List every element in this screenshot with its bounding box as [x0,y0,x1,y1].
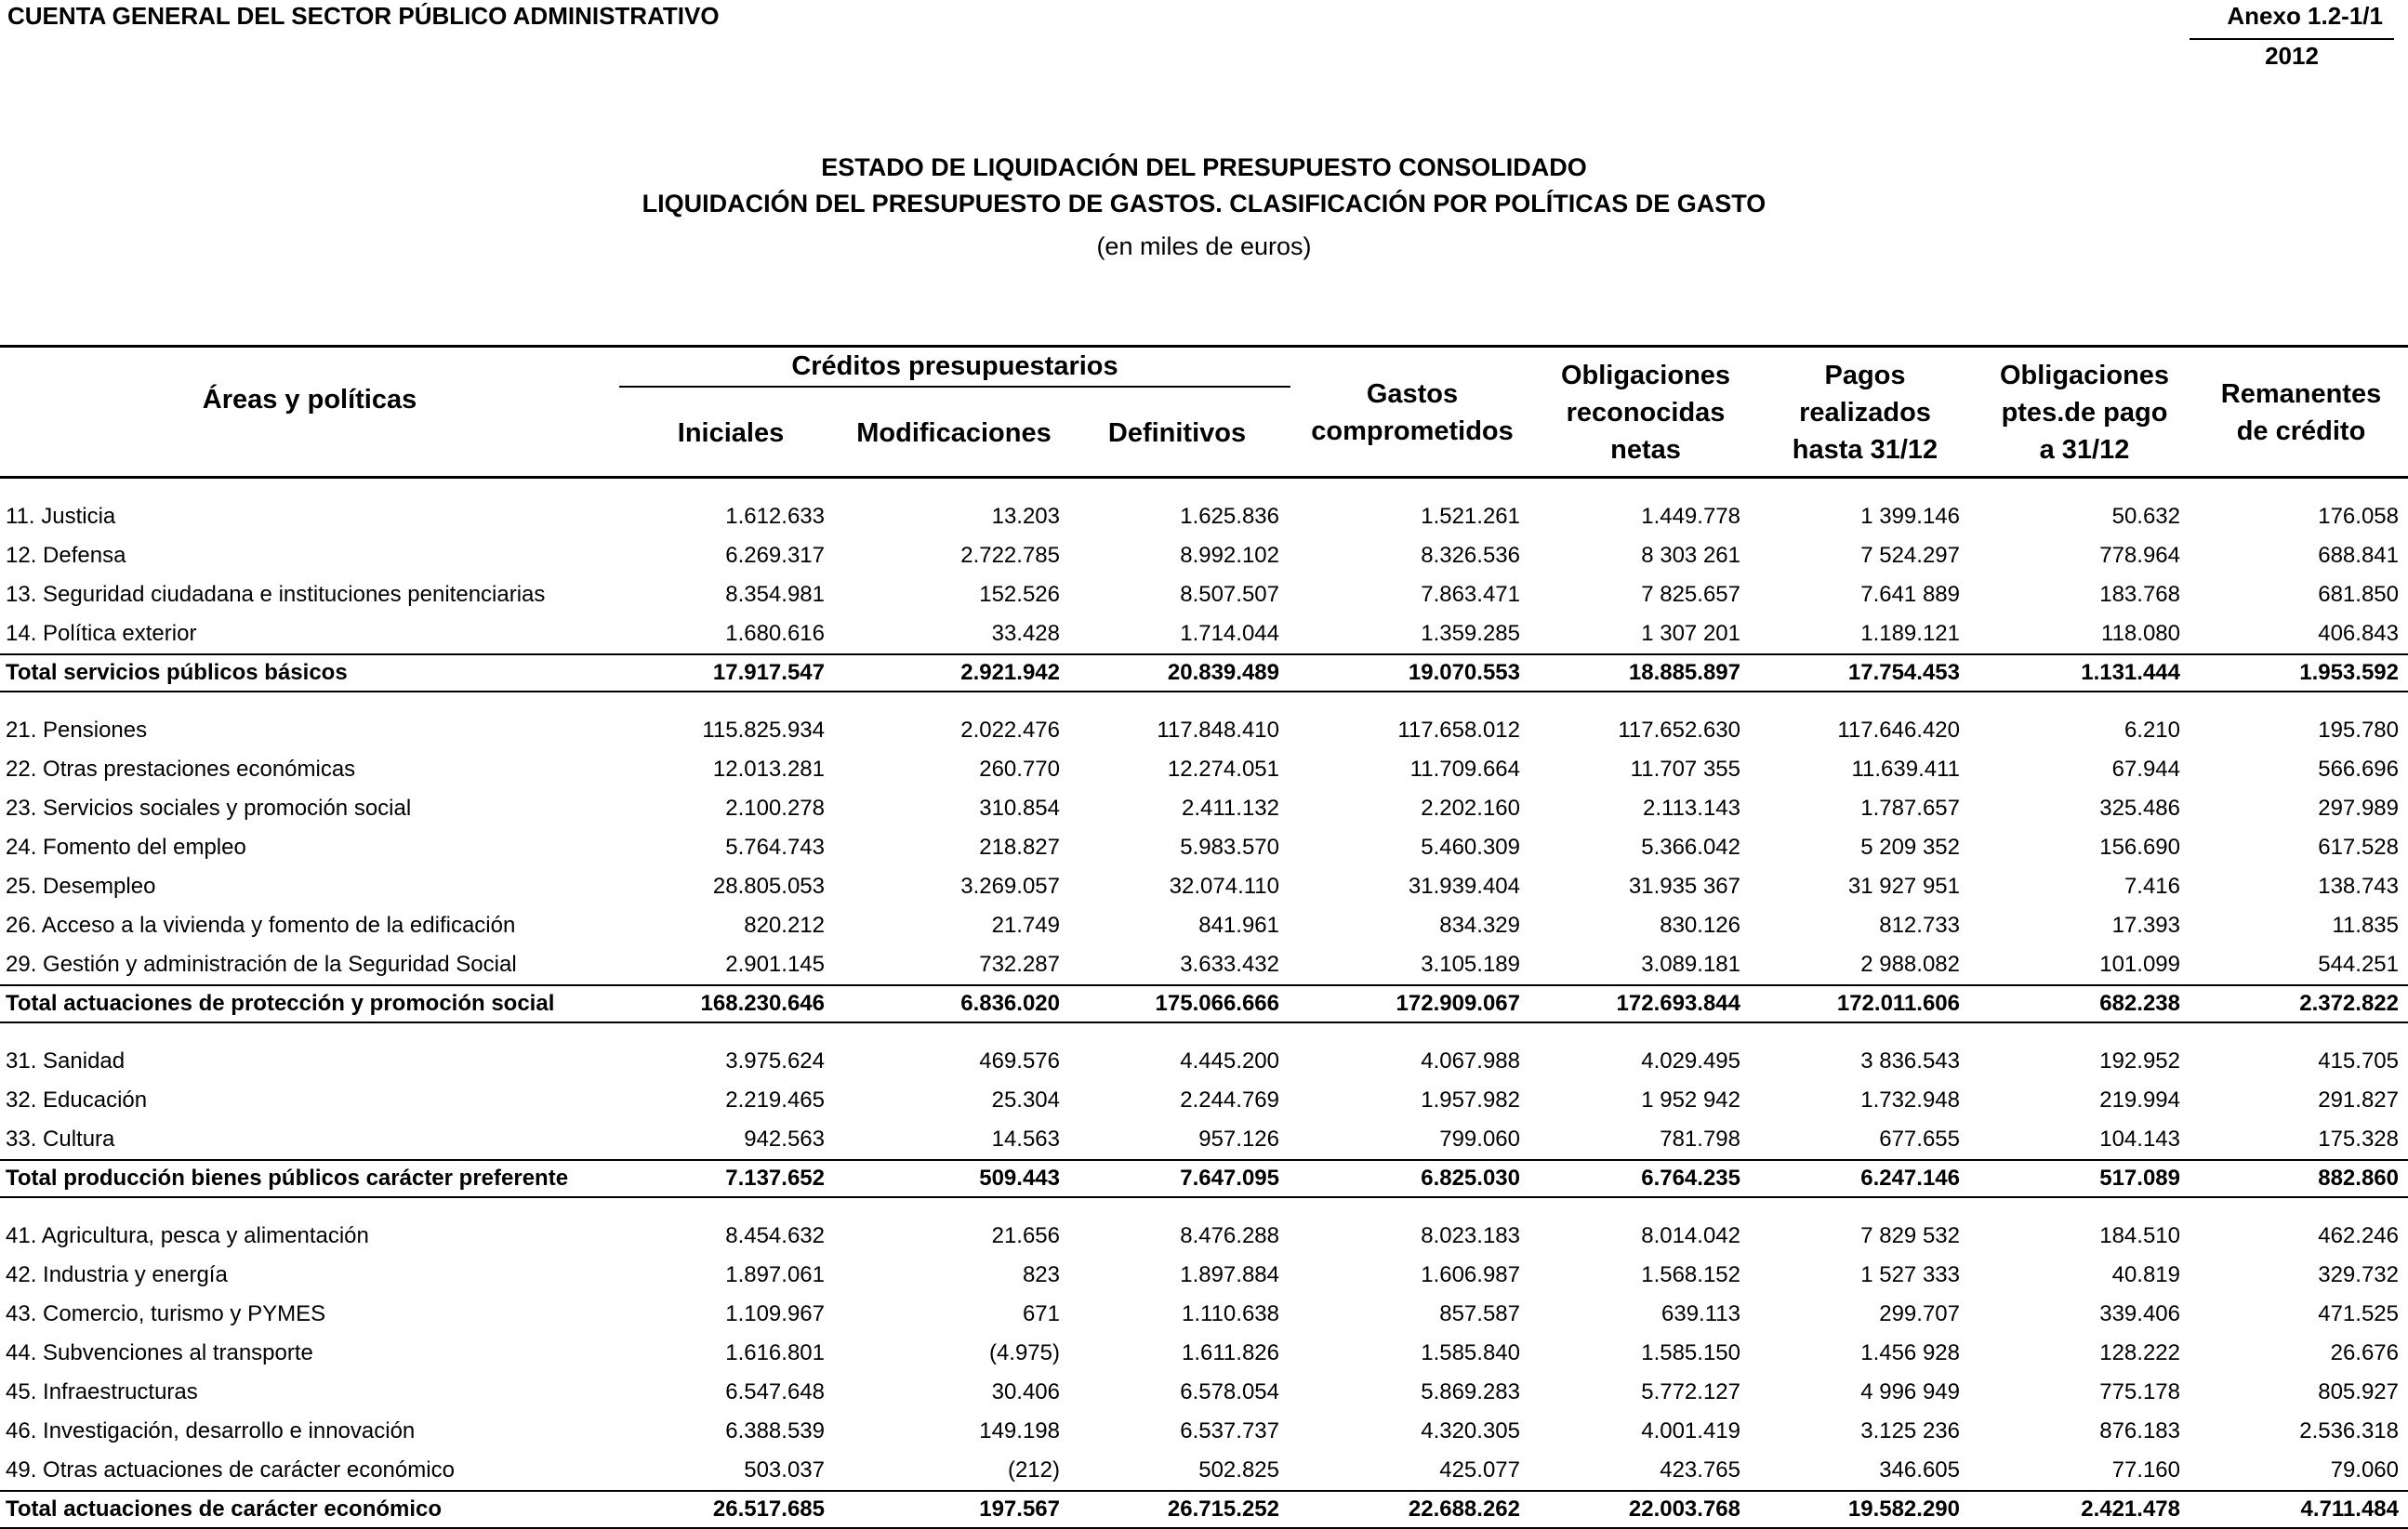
cell-remanentes: 138.743 [2318,874,2399,899]
cell-pagos: 346.605 [1879,1457,1960,1483]
cell-remanentes: 297.989 [2318,796,2399,821]
cell-obligaciones: 18.885.897 [1628,660,1740,685]
cell-pagos: 31 927 951 [1847,874,1960,899]
cell-remanentes: 406.843 [2318,621,2399,646]
total-label: Total actuaciones de protección y promoción social [6,991,555,1016]
cell-pendientes: 128.222 [2099,1340,2180,1365]
cell-iniciales: 1.109.967 [725,1301,825,1326]
cell-obligaciones: 22.003.768 [1628,1496,1740,1522]
cell-obligaciones: 423.765 [1660,1457,1740,1483]
header-definitivos: Definitivos [1107,418,1247,448]
cell-gastos: 22.688.262 [1408,1496,1520,1522]
cell-gastos: 8.326.536 [1421,543,1520,568]
cell-pendientes: 1.131.444 [2081,660,2180,685]
cell-modificaciones: 30.406 [991,1379,1060,1404]
cell-pagos: 117.646.420 [1837,718,1960,743]
table-row [0,1081,2408,1120]
header-gastos [1289,376,1536,450]
cell-iniciales: 26.517.685 [712,1496,825,1522]
cell-definitivos: 841.961 [1198,913,1279,938]
cell-pendientes: 17.393 [2111,913,2180,938]
report-title: ESTADO DE LIQUIDACIÓN DEL PRESUPUESTO CONSOLIDADO [821,153,1587,181]
cell-modificaciones: (4.975) [988,1340,1060,1365]
cell-iniciales: 1.897.061 [725,1262,825,1287]
cell-remanentes: 544.251 [2318,952,2399,977]
cell-modificaciones: (212) [1007,1457,1060,1483]
cell-pendientes: 77.160 [2111,1457,2180,1483]
cell-gastos: 172.909.067 [1396,991,1520,1016]
cell-pendientes: 778.964 [2099,543,2180,568]
cell-obligaciones: 5.772.127 [1641,1379,1740,1404]
cell-iniciales: 28.805.053 [712,874,825,899]
cell-modificaciones: 25.304 [991,1087,1060,1113]
cell-gastos: 11.709.664 [1409,757,1520,782]
cell-definitivos: 4.445.200 [1180,1048,1279,1074]
cell-pagos: 677.655 [1879,1127,1960,1152]
cell-obligaciones: 3.089.181 [1641,952,1740,977]
cell-gastos: 5.460.309 [1421,835,1520,860]
cell-pendientes: 101.099 [2099,952,2180,977]
table-row [0,867,2408,906]
cell-iniciales: 1.616.801 [725,1340,825,1365]
cell-gastos: 4.320.305 [1421,1418,1520,1443]
cell-pagos: 2 988.082 [1860,952,1960,977]
cell-iniciales: 820.212 [744,913,825,938]
header-pendientes-line2: ptes.de pago [2001,398,2168,428]
cell-pagos: 4 996 949 [1860,1379,1960,1404]
cell-pagos: 19.582.290 [1847,1496,1960,1522]
cell-remanentes: 617.528 [2318,835,2399,860]
cell-definitivos: 20.839.489 [1167,660,1279,685]
cell-definitivos: 1.625.836 [1180,504,1279,529]
cell-gastos: 6.825.030 [1421,1166,1520,1191]
row-label: 11. Justicia [6,504,116,529]
cell-modificaciones: 3.269.057 [960,874,1060,899]
row-label: 43. Comercio, turismo y PYMES [6,1301,326,1326]
cell-pendientes: 325.486 [2099,796,2180,821]
cell-modificaciones: 33.428 [991,621,1060,646]
cell-obligaciones: 781.798 [1660,1127,1740,1152]
row-label: 33. Cultura [6,1127,115,1152]
cell-obligaciones: 7 825.657 [1641,582,1740,607]
cell-remanentes: 471.525 [2318,1301,2399,1326]
cell-definitivos: 1.611.826 [1182,1340,1279,1365]
header-pagos-line2: realizados [1799,398,1931,428]
table-row [0,750,2408,789]
cell-pendientes: 118.080 [2101,621,2180,646]
table-row [0,1451,2408,1490]
cell-modificaciones: 218.827 [979,835,1060,860]
cell-pendientes: 339.406 [2099,1301,2180,1326]
table-row [0,1334,2408,1373]
cell-pendientes: 6.210 [2124,718,2180,743]
cell-iniciales: 2.100.278 [725,796,825,821]
cell-gastos: 2.202.160 [1421,796,1520,821]
table-row [0,1217,2408,1256]
cell-pendientes: 876.183 [2099,1418,2180,1443]
cell-pagos: 17.754.453 [1847,660,1960,685]
cell-remanentes: 882.860 [2318,1166,2399,1191]
cell-remanentes: 2.372.822 [2299,991,2399,1016]
cell-definitivos: 1.897.884 [1180,1262,1279,1287]
total-row [0,1490,2408,1529]
cell-pendientes: 156.690 [2099,835,2180,860]
cell-pagos: 5 209 352 [1860,835,1960,860]
table-row [0,1412,2408,1451]
cell-definitivos: 1.714.044 [1180,621,1279,646]
cell-remanentes: 688.841 [2318,543,2399,568]
cell-remanentes: 1.953.592 [2299,660,2399,685]
cell-modificaciones: 6.836.020 [960,991,1060,1016]
cell-pagos: 172.011.606 [1836,991,1960,1016]
row-label: 42. Industria y energía [6,1262,228,1287]
cell-pendientes: 2.421.478 [2081,1496,2180,1522]
budget-table [0,345,2408,1529]
cell-definitivos: 175.066.666 [1155,991,1279,1016]
cell-remanentes: 2.536.318 [2299,1418,2399,1443]
cell-pagos: 7 829 532 [1860,1223,1960,1248]
cell-modificaciones: 509.443 [979,1166,1060,1191]
cell-iniciales: 12.013.281 [712,757,825,782]
cell-iniciales: 8.354.981 [725,582,825,607]
header-gastos-line2: comprometidos [1311,416,1514,446]
cell-modificaciones: 469.576 [979,1048,1060,1074]
header-pendientes [1975,357,2194,468]
table-row [0,536,2408,575]
cell-obligaciones: 639.113 [1661,1301,1740,1326]
cell-modificaciones: 2.722.785 [960,543,1060,568]
cell-iniciales: 2.219.465 [725,1087,825,1113]
cell-iniciales: 942.563 [744,1127,825,1152]
report-year: 2012 [2265,42,2319,70]
table-row [0,1120,2408,1159]
cell-remanentes: 805.927 [2318,1379,2399,1404]
cell-remanentes: 195.780 [2318,718,2399,743]
cell-definitivos: 6.537.737 [1180,1418,1279,1443]
cell-iniciales: 115.825.934 [702,718,825,743]
header-modificaciones: Modificaciones [856,418,1052,448]
cell-iniciales: 6.388.539 [725,1418,825,1443]
cell-definitivos: 6.578.054 [1180,1379,1279,1404]
cell-iniciales: 2.901.145 [725,952,825,977]
cell-obligaciones: 31.935 367 [1628,874,1740,899]
cell-remanentes: 4.711.484 [2300,1496,2399,1522]
cell-gastos: 5.869.283 [1421,1379,1520,1404]
cell-pagos: 3 836.543 [1860,1048,1960,1074]
cell-obligaciones: 11.707 355 [1630,757,1740,782]
cell-pagos: 1.456 928 [1860,1340,1960,1365]
row-label: 25. Desempleo [6,874,156,899]
table-header [0,348,2408,479]
header-obligaciones-line2: reconocidas [1566,398,1726,428]
cell-modificaciones: 260.770 [979,757,1060,782]
header-pendientes-line3: a 31/12 [2039,435,2130,465]
report-header-title: CUENTA GENERAL DEL SECTOR PÚBLICO ADMINISTRATIVO [7,2,720,30]
row-label: 13. Seguridad ciudadana e instituciones penitenciarias [6,582,546,607]
cell-pagos: 1.787.657 [1860,796,1960,821]
cell-iniciales: 6.547.648 [725,1379,825,1404]
cell-gastos: 8.023.183 [1421,1223,1520,1248]
cell-obligaciones: 1.585.150 [1641,1340,1740,1365]
cell-modificaciones: 197.567 [979,1496,1060,1522]
annex-label: Anexo 1.2-1/1 [2227,2,2383,30]
cell-gastos: 19.070.553 [1408,660,1520,685]
row-label: 26. Acceso a la vivienda y fomento de la edificación [6,913,516,938]
header-areas: Áreas y políticas [202,385,417,415]
cell-obligaciones: 172.693.844 [1616,991,1740,1016]
cell-pendientes: 50.632 [2111,504,2180,529]
row-label: 22. Otras prestaciones económicas [6,757,356,782]
cell-definitivos: 117.848.410 [1157,718,1279,743]
cell-obligaciones: 1 307 201 [1641,621,1740,646]
cell-modificaciones: 21.656 [991,1223,1060,1248]
cell-remanentes: 329.732 [2318,1262,2399,1287]
cell-definitivos: 2.244.769 [1180,1087,1279,1113]
header-gastos-line1: Gastos [1366,379,1459,409]
header-pagos-line3: hasta 31/12 [1792,435,1938,465]
cell-obligaciones: 830.126 [1660,913,1740,938]
table-row [0,789,2408,828]
cell-obligaciones: 1.568.152 [1641,1262,1740,1287]
header-pagos-line1: Pagos [1824,361,1906,390]
cell-remanentes: 566.696 [2318,757,2399,782]
cell-remanentes: 11.835 [2332,913,2399,938]
header-obligaciones-line3: netas [1610,435,1681,465]
table-row [0,1295,2408,1334]
header-obligaciones-line1: Obligaciones [1560,361,1731,390]
cell-gastos: 1.521.261 [1421,504,1520,529]
cell-gastos: 31.939.404 [1408,874,1520,899]
cell-pendientes: 517.089 [2099,1166,2180,1191]
cell-pendientes: 67.944 [2111,757,2180,782]
row-label: 44. Subvenciones al transporte [6,1340,313,1365]
cell-pagos: 1.732.948 [1860,1087,1960,1113]
cell-obligaciones: 8.014.042 [1641,1223,1740,1248]
total-row [0,1159,2408,1198]
cell-gastos: 834.329 [1439,913,1520,938]
cell-definitivos: 12.274.051 [1167,757,1279,782]
cell-pendientes: 775.178 [2099,1379,2180,1404]
total-label: Total servicios públicos básicos [6,660,348,685]
cell-obligaciones: 117.652.630 [1618,718,1740,743]
table-row [0,1256,2408,1295]
cell-definitivos: 2.411.132 [1182,796,1279,821]
cell-iniciales: 1.680.616 [725,621,825,646]
cell-remanentes: 26.676 [2330,1340,2399,1365]
cell-pagos: 6.247.146 [1860,1166,1960,1191]
cell-modificaciones: 732.287 [979,952,1060,977]
cell-iniciales: 17.917.547 [712,660,825,685]
cell-remanentes: 176.058 [2318,504,2399,529]
cell-pendientes: 40.819 [2111,1262,2180,1287]
header-pagos [1755,357,1975,468]
table-row [0,945,2408,984]
table-row [0,614,2408,653]
row-label: 24. Fomento del empleo [6,835,246,860]
cell-pendientes: 192.952 [2099,1048,2180,1074]
table-row [0,575,2408,614]
total-label: Total actuaciones de carácter económico [6,1496,443,1522]
table-row [0,497,2408,536]
cell-obligaciones: 4.029.495 [1641,1048,1740,1074]
table-row [0,828,2408,867]
cell-obligaciones: 8 303 261 [1641,543,1740,568]
cell-pendientes: 104.143 [2099,1127,2180,1152]
cell-pagos: 1 399.146 [1860,504,1960,529]
header-remanentes-line1: Remanentes [2220,379,2382,409]
cell-modificaciones: 2.022.476 [960,718,1060,743]
cell-modificaciones: 671 [1022,1301,1060,1326]
cell-modificaciones: 13.203 [991,504,1060,529]
row-label: 14. Política exterior [6,621,197,646]
cell-definitivos: 957.126 [1198,1127,1279,1152]
cell-remanentes: 175.328 [2318,1127,2399,1152]
row-label: 49. Otras actuaciones de carácter económico [6,1457,455,1483]
cell-pagos: 1.189.121 [1860,621,1960,646]
header-remanentes-line2: de crédito [2236,416,2366,446]
cell-pendientes: 682.238 [2099,991,2180,1016]
cell-gastos: 4.067.988 [1421,1048,1520,1074]
cell-definitivos: 3.633.432 [1180,952,1279,977]
cell-iniciales: 3.975.624 [725,1048,825,1074]
cell-definitivos: 7.647.095 [1180,1166,1279,1191]
annex-block [2190,2,2394,71]
creditos-group-underline [619,386,1290,388]
cell-remanentes: 79.060 [2330,1457,2399,1483]
cell-pagos: 299.707 [1879,1301,1960,1326]
row-label: 46. Investigación, desarrollo e innovación [6,1418,416,1443]
cell-definitivos: 26.715.252 [1167,1496,1279,1522]
total-row [0,984,2408,1023]
table-row [0,1373,2408,1412]
report-subtitle: LIQUIDACIÓN DEL PRESUPUESTO DE GASTOS. CLASIFICACIÓN POR POLÍTICAS DE GASTO [642,190,1766,217]
report-units: (en miles de euros) [1096,232,1312,260]
cell-modificaciones: 823 [1022,1262,1060,1287]
header-creditos-group: Créditos presupuestarios [791,351,1118,381]
cell-remanentes: 462.246 [2318,1223,2399,1248]
cell-definitivos: 502.825 [1198,1457,1279,1483]
cell-pagos: 812.733 [1879,913,1960,938]
cell-definitivos: 1.110.638 [1182,1301,1279,1326]
cell-modificaciones: 14.563 [991,1127,1060,1152]
cell-modificaciones: 149.198 [979,1418,1060,1443]
cell-pendientes: 7.416 [2124,874,2180,899]
cell-pendientes: 219.994 [2099,1087,2180,1113]
total-row [0,653,2408,692]
header-iniciales: Iniciales [677,418,785,448]
cell-pendientes: 184.510 [2099,1223,2180,1248]
row-label: 12. Defensa [6,543,126,568]
cell-iniciales: 8.454.632 [725,1223,825,1248]
row-label: 29. Gestión y administración de la Seguridad Social [6,952,517,977]
cell-modificaciones: 2.921.942 [960,660,1060,685]
cell-iniciales: 1.612.633 [725,504,825,529]
cell-definitivos: 8.992.102 [1180,543,1279,568]
cell-gastos: 1.606.987 [1421,1262,1520,1287]
cell-gastos: 117.658.012 [1397,718,1520,743]
cell-obligaciones: 6.764.235 [1641,1166,1740,1191]
cell-obligaciones: 5.366.042 [1641,835,1740,860]
cell-obligaciones: 2.113.143 [1643,796,1740,821]
cell-iniciales: 503.037 [744,1457,825,1483]
cell-remanentes: 681.850 [2318,582,2399,607]
row-label: 32. Educación [6,1087,148,1113]
cell-gastos: 1.957.982 [1421,1087,1520,1113]
group-spacer [0,479,2408,497]
cell-remanentes: 415.705 [2318,1048,2399,1074]
cell-obligaciones: 1 952 942 [1641,1087,1740,1113]
table-body [0,479,2408,1529]
cell-iniciales: 6.269.317 [725,543,825,568]
cell-gastos: 3.105.189 [1421,952,1520,977]
cell-definitivos: 5.983.570 [1180,835,1279,860]
cell-pagos: 7 524.297 [1860,543,1960,568]
cell-modificaciones: 152.526 [979,582,1060,607]
row-label: 45. Infraestructuras [6,1379,198,1404]
cell-gastos: 1.359.285 [1421,621,1520,646]
cell-pagos: 1 527 333 [1860,1262,1960,1287]
row-label: 31. Sanidad [6,1048,126,1074]
cell-iniciales: 168.230.646 [700,991,825,1016]
cell-iniciales: 7.137.652 [725,1166,825,1191]
cell-gastos: 857.587 [1439,1301,1520,1326]
cell-remanentes: 291.827 [2318,1087,2399,1113]
header-obligaciones [1536,357,1755,468]
cell-pagos: 3.125 236 [1860,1418,1960,1443]
cell-gastos: 1.585.840 [1421,1340,1520,1365]
cell-definitivos: 8.507.507 [1180,582,1279,607]
cell-modificaciones: 310.854 [979,796,1060,821]
cell-gastos: 425.077 [1439,1457,1520,1483]
table-row [0,711,2408,750]
group-spacer [0,692,2408,711]
row-label: 21. Pensiones [6,718,148,743]
header-remanentes [2194,376,2408,450]
group-spacer [0,1023,2408,1042]
total-label: Total producción bienes públicos carácter preferente [6,1166,569,1191]
cell-obligaciones: 1.449.778 [1641,504,1740,529]
header-pendientes-line1: Obligaciones [1999,361,2170,390]
cell-gastos: 7.863.471 [1421,582,1520,607]
cell-iniciales: 5.764.743 [725,835,825,860]
annex-divider [2190,38,2394,40]
cell-obligaciones: 4.001.419 [1641,1418,1740,1443]
cell-pagos: 7.641 889 [1860,582,1960,607]
group-spacer [0,1198,2408,1217]
cell-definitivos: 8.476.288 [1180,1223,1279,1248]
cell-modificaciones: 21.749 [991,913,1060,938]
row-label: 23. Servicios sociales y promoción social [6,796,412,821]
table-row [0,1042,2408,1081]
table-row [0,906,2408,945]
row-label: 41. Agricultura, pesca y alimentación [6,1223,369,1248]
cell-pagos: 11.639.411 [1851,757,1960,782]
cell-gastos: 799.060 [1439,1127,1520,1152]
cell-definitivos: 32.074.110 [1169,874,1279,899]
cell-pendientes: 183.768 [2099,582,2180,607]
